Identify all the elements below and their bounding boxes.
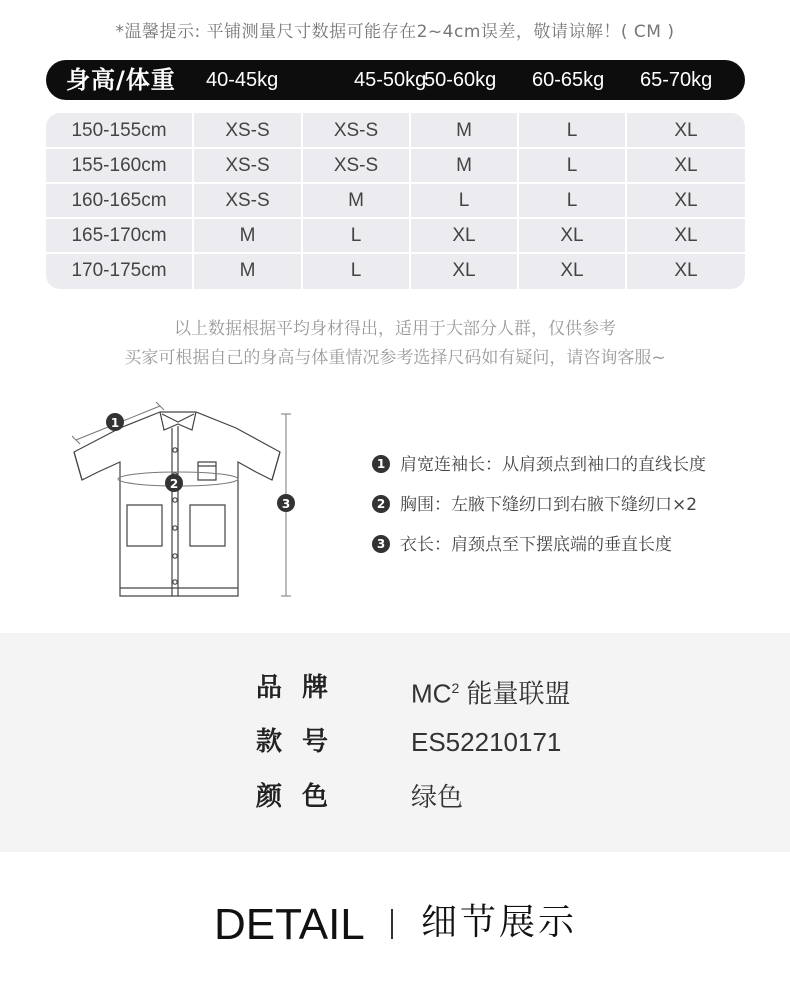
marker-2 [165, 474, 183, 492]
size-cell: XL [560, 260, 584, 281]
note-line-2: 买家可根据自己的身高与体重情况参考选择尺码如有疑问，请咨询客服~ [124, 348, 666, 368]
svg-text:2: 2 [169, 477, 179, 491]
detail-title-cn: 细节展示 [421, 902, 578, 943]
legend-text: 衣长：肩颈点至下摆底端的垂直长度 [400, 535, 672, 555]
weight-col-1: 40-45kg [206, 69, 279, 91]
table-row [46, 148, 745, 183]
size-cell: XL [674, 260, 698, 281]
legend-item-1 [372, 450, 706, 475]
marker-1 [106, 413, 124, 431]
size-cell: XL [560, 225, 584, 246]
size-cell: L [350, 260, 362, 281]
product-info-band [0, 633, 790, 852]
color-value: 绿色 [411, 782, 464, 812]
legend-item-2 [372, 490, 697, 515]
height-cell: 155-160cm [71, 155, 167, 176]
table-row [46, 253, 745, 288]
table-row [46, 218, 745, 253]
size-cell: XS-S [333, 155, 379, 176]
size-cell: XL [674, 225, 698, 246]
color-row [0, 777, 790, 817]
size-table [46, 113, 745, 289]
detail-heading [0, 895, 790, 955]
size-cell: L [350, 225, 362, 246]
table-row [46, 113, 745, 148]
size-cell: XS-S [333, 120, 379, 141]
header-label: 身高/体重 [66, 66, 176, 94]
legend-item-3 [372, 530, 672, 555]
size-cell: M [239, 225, 256, 246]
brand-label: 品牌 [256, 673, 349, 703]
size-cell: M [456, 155, 472, 176]
size-cell: XL [452, 260, 476, 281]
note-line-1: 以上数据根据平均身材得出，适用于大部分人群，仅供参考 [174, 319, 616, 339]
marker-3 [277, 494, 295, 512]
size-cell: XL [452, 225, 476, 246]
size-cell: L [566, 155, 578, 176]
weight-col-5: 65-70kg [640, 69, 713, 91]
size-cell: M [456, 120, 472, 141]
legend-text: 肩宽连袖长：从肩颈点到袖口的直线长度 [400, 455, 706, 475]
weight-col-4: 60-65kg [532, 69, 605, 91]
weight-col-2: 45-50kg [354, 69, 427, 91]
size-cell: XL [674, 190, 698, 211]
detail-divider [391, 909, 393, 939]
color-label: 颜色 [256, 782, 349, 812]
size-cell: XL [674, 120, 698, 141]
height-cell: 150-155cm [71, 120, 167, 141]
height-cell: 170-175cm [71, 260, 167, 281]
detail-title-en: DETAIL [214, 900, 365, 949]
garment-diagram [60, 400, 310, 605]
marker-icon: 3 [372, 535, 390, 553]
size-cell: M [348, 190, 364, 211]
marker-icon: 2 [372, 495, 390, 513]
svg-text:3: 3 [281, 497, 291, 511]
size-cell: L [566, 190, 578, 211]
size-cell: L [566, 120, 578, 141]
brand-row [0, 668, 790, 708]
size-cell: M [239, 260, 256, 281]
marker-icon: 1 [372, 455, 390, 473]
legend-text: 胸围：左腋下缝纫口到右腋下缝纫口×2 [400, 495, 698, 515]
size-cell: XS-S [225, 190, 270, 211]
size-table-header [46, 60, 745, 100]
table-row [46, 183, 745, 218]
size-cell: XL [674, 155, 698, 176]
style-label: 款号 [256, 727, 349, 757]
svg-text:1: 1 [110, 416, 120, 430]
notice-text: *温馨提示: 平铺测量尺寸数据可能存在2~4cm误差，敬请谅解！( CM ) [115, 22, 675, 42]
size-cell: L [458, 190, 470, 211]
style-row [0, 722, 790, 762]
weight-col-3: 50-60kg [424, 69, 497, 91]
size-cell: XS-S [225, 155, 270, 176]
style-value: ES52210171 [411, 727, 562, 757]
height-cell: 165-170cm [71, 225, 167, 246]
size-cell: XS-S [225, 120, 270, 141]
height-cell: 160-165cm [71, 190, 167, 211]
brand-value: $MC^2$ 能量联盟 [411, 678, 571, 709]
